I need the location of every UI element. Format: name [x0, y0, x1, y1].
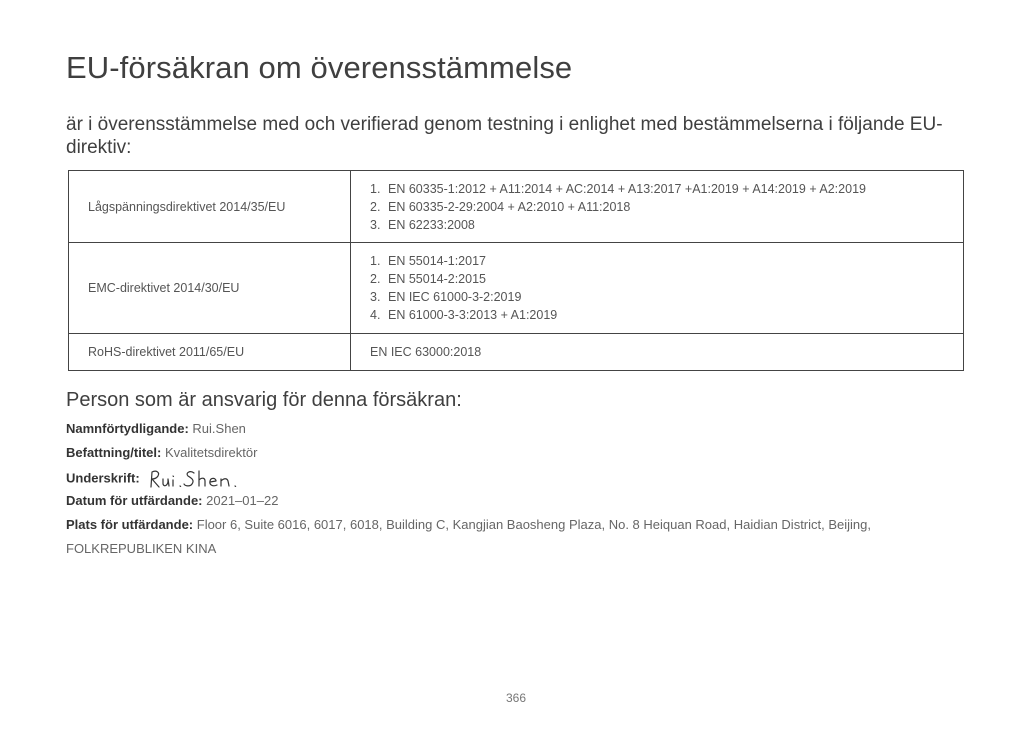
directive-name: EMC-direktivet 2014/30/EU	[69, 243, 351, 334]
table-row	[69, 334, 964, 371]
signature-row	[66, 467, 257, 491]
intro-text: är i överensstämmelse med och verifierad genom testning i enlighet med bestämmelserna i följande EU-direktiv:	[66, 114, 943, 158]
date-value: 2021–01–22	[206, 493, 279, 508]
list-item: 2. EN 60335-2-29:2004 + A2:2010 + A11:2018	[370, 199, 631, 214]
directive-name: Lågspänningsdirektivet 2014/35/EU	[69, 171, 351, 243]
list-item: 2. EN 55014-2:2015	[370, 272, 486, 286]
name-label: Namnförtydligande:	[66, 421, 189, 436]
standards-cell	[351, 243, 964, 334]
title-value: Kvalitetsdirektör	[164, 445, 258, 460]
signature-label: Underskrift:	[66, 470, 140, 486]
directive-name: RoHS-direktivet 2011/65/EU	[69, 334, 351, 371]
place-value-country: FOLKREPUBLIKEN KINA	[66, 541, 217, 556]
standards-list	[370, 180, 944, 234]
date-label: Datum för utfärdande:	[66, 493, 203, 508]
list-item: 1. EN 60335-1:2012 + A11:2014 + AC:2014 + A13:2017 +A1:2019 + A14:2019 + A2:2019	[370, 181, 866, 196]
list-item: 3. EN IEC 61000-3-2:2019	[370, 290, 522, 304]
standards-cell	[351, 171, 964, 243]
name-row	[66, 421, 246, 436]
place-value: Floor 6, Suite 6016, 6017, 6018, Building C, Kangjian Baosheng Plaza, No. 8 Heiquan Road, Haidian District, Beijing,	[196, 517, 871, 532]
title-row	[66, 445, 257, 460]
place-label: Plats för utfärdande:	[66, 517, 194, 532]
list-item: 1. EN 55014-1:2017	[370, 254, 486, 268]
place-row	[66, 517, 871, 532]
page-number: 366	[505, 691, 527, 705]
standards-cell: EN IEC 63000:2018	[351, 334, 964, 371]
list-item: 4. EN 61000-3-3:2013 + A1:2019	[370, 308, 558, 322]
responsible-person-heading: Person som är ansvarig för denna försäkran:	[66, 389, 462, 411]
directives-table	[68, 170, 964, 371]
name-value: Rui.Shen	[192, 421, 246, 436]
table-row	[69, 243, 964, 334]
table-row	[69, 171, 964, 243]
place-row-continued	[66, 541, 216, 556]
signature-image	[147, 467, 257, 491]
list-item: 3. EN 62233:2008	[370, 217, 475, 232]
standards-list	[370, 252, 944, 324]
date-row	[66, 493, 278, 508]
title-label: Befattning/titel:	[66, 445, 162, 460]
page-title: EU-försäkran om överensstämmelse	[66, 50, 573, 85]
